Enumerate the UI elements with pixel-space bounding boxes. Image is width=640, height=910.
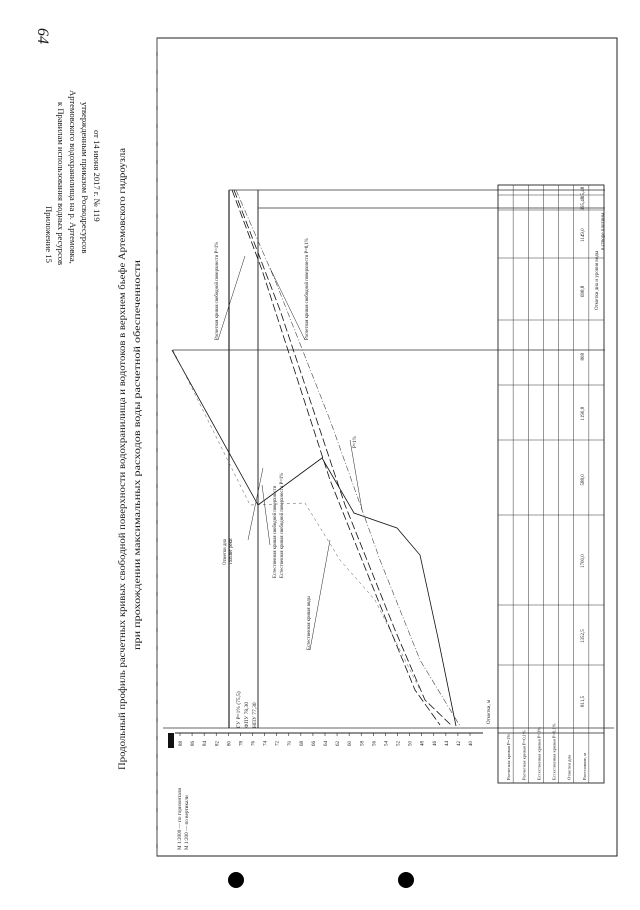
elevation-scale-bar — [168, 733, 174, 748]
appendix-line-2: к Правилам использования водных ресурсов — [56, 102, 66, 266]
table-column-lines — [498, 195, 604, 665]
curve2-label: Расчетная кривая свободной поверхности Р=0,1% — [305, 238, 310, 340]
table-distance: 1149,0 — [581, 228, 586, 242]
appendix-line-4: утвержденным приказом Росводресурсов — [80, 102, 90, 254]
elevation-tick-label: 56 — [372, 741, 378, 746]
thalweg-label-1: Отметки дна — [223, 538, 228, 565]
elevation-tick-label: 74 — [263, 741, 269, 746]
thalweg-label-2: Тальвег реки — [229, 538, 234, 565]
table-distance: 811,5 — [581, 695, 586, 707]
table-row-label: Естественная кривая Р=1% — [536, 726, 542, 780]
table-row-label: Расчетная кривая Р=0,1% — [521, 730, 527, 780]
scale-horizontal: М 1:2000 — по горизонтали — [177, 787, 183, 850]
scale-vertical: М 1:200 — по вертикали — [184, 795, 190, 850]
drawing-title-line-1: Продольный профиль расчетных кривых свободной поверхности водохранилища и водотоков в верхнем бьефе Артемовского гидроузла — [118, 226, 128, 770]
thalweg-line — [172, 350, 456, 726]
natural-curve-dotdash — [236, 190, 460, 726]
table-row-label: Расстояние, м — [581, 752, 587, 780]
table-right-note-1: Отметки дна и уровня воды — [595, 250, 600, 310]
elevation-tick-label: 52 — [396, 741, 402, 746]
elevation-tick-label: 44 — [444, 741, 450, 746]
elevation-tick-label: 66 — [311, 741, 317, 746]
elevation-ticks — [179, 733, 474, 746]
table-row-label: Расчетная кривая Р=1% — [506, 733, 512, 780]
design-curve-p1 — [232, 190, 440, 725]
natural-surface-line — [173, 350, 420, 690]
elevation-tick-label: 48 — [420, 741, 426, 746]
elevation-tick-label: 76 — [251, 741, 257, 746]
table-row-lines — [513, 185, 589, 783]
table-row-labels — [506, 723, 588, 780]
design-curve-p01 — [234, 190, 452, 726]
elevation-tick-label: 40 — [469, 741, 474, 746]
table-distance: 15,48 — [581, 186, 586, 198]
appendix-block — [44, 90, 102, 265]
appendix-line-5: от 14 июня 2017 г. № 119 — [92, 130, 102, 222]
elevation-tick-label: 60 — [348, 741, 354, 746]
elevation-tick-label: 64 — [324, 741, 329, 746]
page-number: 64 — [34, 28, 51, 44]
table-distance: 1190,8 — [581, 406, 586, 421]
table-distance: 1700,0 — [581, 554, 586, 568]
curve-note-lower: Р=1% — [353, 436, 358, 448]
table-distance: 588,0 — [581, 474, 586, 486]
elevation-tick-label: 62 — [336, 741, 342, 746]
elevation-tick-label: 72 — [275, 741, 281, 746]
table-distance: 395,48 — [581, 196, 586, 211]
curve-annotations — [215, 238, 362, 650]
natural-label-1: Естественная кривая свободной поверхности — [273, 485, 278, 578]
appendix-line-1: Приложение 15 — [44, 206, 54, 263]
elevation-tick-label: 68 — [299, 741, 305, 746]
table-distances — [581, 186, 586, 707]
elevation-tick-label: 80 — [227, 741, 233, 746]
elevation-tick-label: 54 — [384, 741, 390, 746]
elevation-tick-label: 42 — [456, 741, 462, 746]
npu-label: НПУ 77,30 — [252, 702, 258, 728]
fpu-label: ФПУ 78,30 — [244, 702, 250, 728]
appendix-line-3: Артемовского водохранилища на р. Артемовка, — [68, 90, 78, 264]
curve1-label: Расчетная кривая свободной поверхности Р=1% — [215, 241, 220, 340]
natural-label-3: Естественная кривая воды — [307, 596, 312, 650]
elevation-tick-label: 78 — [239, 741, 245, 746]
table-distance: 698,8 — [581, 285, 586, 297]
table-distance: 1352,5 — [581, 629, 586, 643]
punch-hole-right — [398, 872, 414, 888]
table-row-label: Отметки дна — [566, 755, 572, 780]
reference-line-label: Отметки, м — [487, 699, 492, 724]
natural-label-2: Естественная кривая свободной поверхности Р=1% — [280, 472, 285, 578]
drawing-title-line-2: при прохождении максимальных расходов воды расчетной обеспеченности — [133, 349, 143, 650]
table-row-label: Естественная кривая Р=0,1% — [551, 723, 557, 780]
level-labels — [235, 691, 258, 728]
profile-table — [498, 185, 606, 783]
elevation-tick-label: 86 — [191, 741, 197, 746]
elevation-tick-label: 46 — [432, 741, 438, 746]
elevation-tick-label: 58 — [360, 741, 366, 746]
table-distance: 808 — [581, 353, 586, 361]
elevation-tick-label: 82 — [215, 741, 221, 746]
elevation-tick-label: 88 — [179, 741, 184, 746]
punch-hole-left — [228, 872, 244, 888]
elevation-tick-label: 50 — [408, 741, 414, 746]
upper-note: ГУ Р=1% (75,5) — [236, 691, 242, 728]
table-right-note-2: в створе плотины — [601, 212, 606, 250]
elevation-tick-label: 84 — [203, 741, 209, 746]
elevation-tick-label: 70 — [287, 741, 293, 746]
